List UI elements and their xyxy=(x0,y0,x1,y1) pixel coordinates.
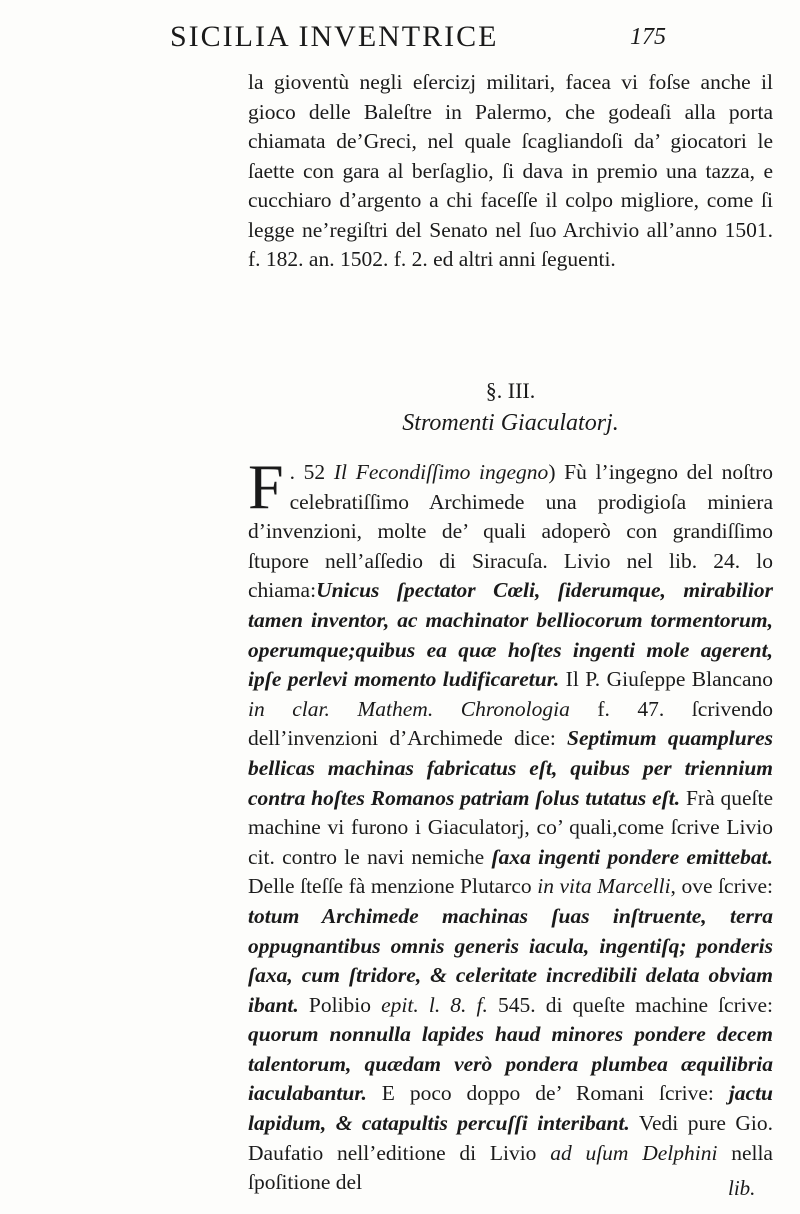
text-run: 545. di queſte machine ſcrive: xyxy=(487,992,774,1017)
text-run: in clar. Mathem. Chronologia xyxy=(248,696,570,721)
text-run: in vita Marcelli xyxy=(537,874,671,899)
paragraph-runs xyxy=(248,451,774,1198)
drop-cap: F xyxy=(248,451,284,522)
text-run: Delle ſteſſe fà menzione Plutarco xyxy=(248,874,538,899)
paragraph-main xyxy=(248,451,774,1198)
text-run: , ove ſcrive: xyxy=(670,874,773,899)
page-header xyxy=(170,20,670,60)
text-run: f. 47. ſcrivendo dell’invenzioni d’Archimede dice: xyxy=(248,696,773,751)
text-run: Il Fecondiſſimo ingegno xyxy=(333,460,549,484)
running-title: SICILIA INVENTRICE xyxy=(170,20,499,53)
text-run: Il P. Giuſeppe Blancano xyxy=(559,667,774,692)
text-run: epit. l. 8. f. xyxy=(381,992,488,1017)
text-run: Frà queſte machine vi furono i Giaculatorj, co’ quali,come ſcrive Livio cit. contro le navi nemiche xyxy=(248,785,773,869)
text-run: . 52 xyxy=(289,460,334,484)
text-run: ) Fù l’ingegno del noſtro celebratiſſimo Archimede una prodigioſa miniera d’invenzioni, molte de’ quali adoperò con grandiſſimo ſtupore nell’aſſedio di Siracuſa. Livio nel lib. 24. lo chiama: xyxy=(248,460,773,603)
paragraph-text: la gioventù negli eſercizj militari, facea vi foſse anche il gioco delle Baleſtre in Palermo, che godeaſi alla porta chiamata de’Greci, nel quale ſcagliandoſi da’ giocatori le ſaette con gara al berſaglio, ſi dava in premio una tazza, e cucchiaro d’argento a chi faceſſe il colpo migliore, come ſi legge ne’regiſtri del Senato nel ſuo Archivio all’anno 1501. f. 182. an. 1502. f. 2. ed altri anni ſeguenti. xyxy=(248,70,773,271)
text-run: ad uſum Delphini xyxy=(550,1140,718,1165)
section-number: §. III. xyxy=(485,378,536,403)
text-run: ſaxa ingenti pondere emittebat. xyxy=(491,844,773,869)
section-heading: Stromenti Giaculatorj. xyxy=(402,410,619,436)
text-run: nella ſpoſitione del xyxy=(248,1140,773,1195)
paragraph-continuation xyxy=(248,68,773,275)
catchword: lib. xyxy=(728,1176,756,1200)
text-run: E poco doppo de’ Romani ſcrive: xyxy=(366,1081,729,1106)
text-run: totum Archimede machinas ſuas inſtruente, terra oppugnantibus omnis generis iacula, ingentiſq; ponderis ſaxa, cum ſtridore, & celeritate incredibili delata obviam ibant. xyxy=(248,903,773,1017)
text-run: Septimum quamplures bellicas machinas fabricatus eſt, quibus per triennium contra hoſtes Romanos patriam ſolus tutatus eſt. xyxy=(248,726,773,810)
text-run: Polibio xyxy=(298,992,382,1017)
text-run: jactu lapidum, & catapultis percuſſi interibant. xyxy=(248,1081,773,1136)
text-run: quorum nonnulla lapides haud minores pondere decem talentorum, quædam verò pondera plumbea æquilibria iaculabantur. xyxy=(248,1022,773,1106)
text-run: Vedi pure Gio. Daufatio nell’editione di Livio xyxy=(248,1111,773,1165)
text-run: Unicus ſpectator Cœli, ſiderumque, mirabilior tamen inventor, ac machinator belliocorum tormentorum, operumque;quibus ea quæ hoſtes ingenti mole agerent, ipſe perlevi momento ludificaretur. xyxy=(248,578,773,692)
page-number: 175 xyxy=(630,24,666,50)
